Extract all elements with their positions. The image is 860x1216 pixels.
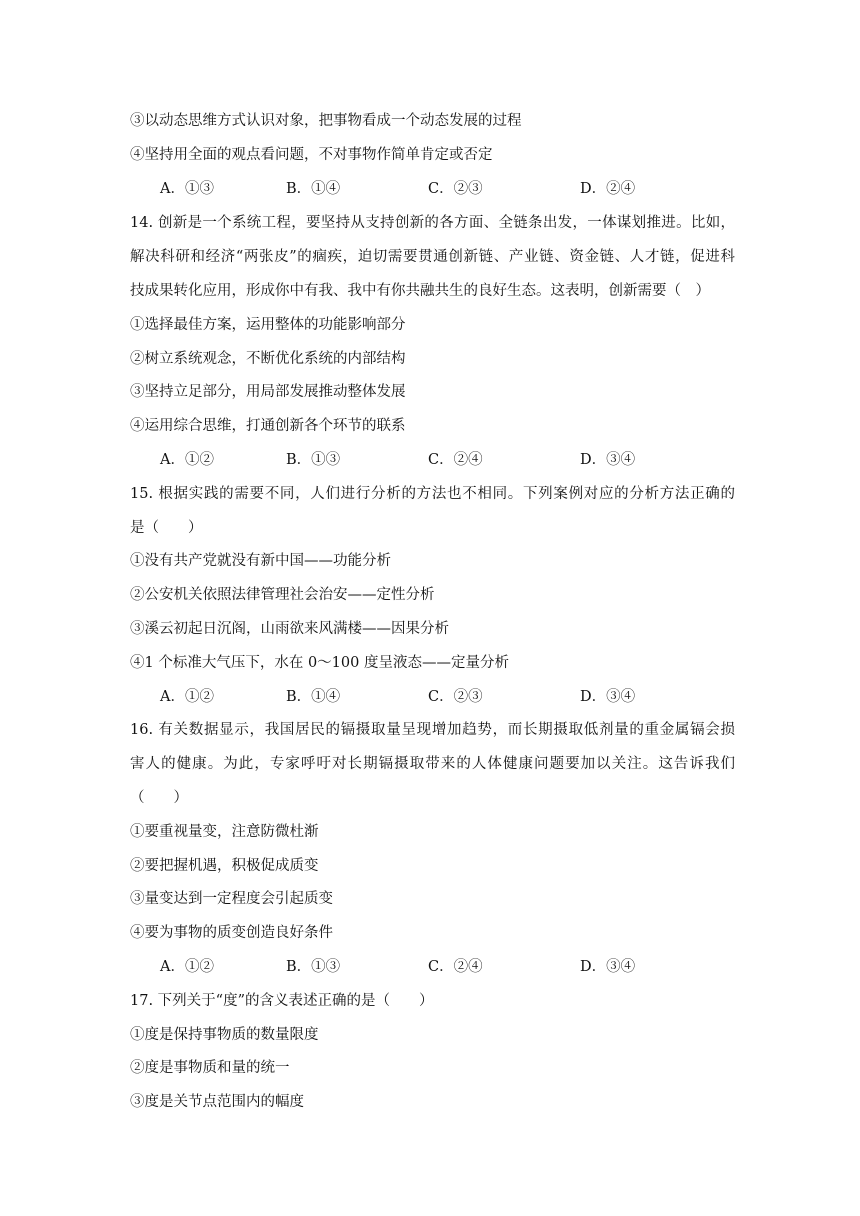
q14-option-b: B．①③ [286, 452, 341, 468]
q15-statement-4: ④1 个标准大气压下，水在 0～100 度呈液态——定量分析 [130, 655, 509, 671]
q15-stem-line-2: 是（ ） [130, 520, 203, 536]
q15-option-d: D．③④ [580, 689, 636, 705]
q14-stem-line-1: 14. 创新是一个系统工程，要坚持从支持创新的各方面、全链条出发，一体谋划推进。比如， [130, 215, 735, 231]
q17-statement-1: ①度是保持事物质的数量限度 [130, 1027, 319, 1043]
q15-stem-line-1: 15. 根据实践的需要不同，人们进行分析的方法也不相同。下列案例对应的分析方法正确的 [130, 486, 735, 502]
q14-stem-line-3: 技成果转化应用，形成你中有我、我中有你共融共生的良好生态。这表明，创新需要（ ） [130, 283, 710, 299]
q13-statement-3: ③以动态思维方式认识对象，把事物看成一个动态发展的过程 [130, 113, 522, 129]
q17-statement-2: ②度是事物质和量的统一 [130, 1060, 290, 1076]
q16-option-b: B．①③ [286, 959, 341, 975]
q15-statement-3: ③溪云初起日沉阁，山雨欲来风满楼——因果分析 [130, 621, 449, 637]
q17-statement-3: ③度是关节点范围内的幅度 [130, 1094, 304, 1110]
q16-statement-3: ③量变达到一定程度会引起质变 [130, 891, 333, 907]
q16-options [160, 957, 700, 977]
q16-stem-line-3: （ ） [130, 790, 188, 806]
q14-option-d: D．③④ [580, 452, 636, 468]
q15-option-a: A．①② [160, 689, 214, 705]
q16-option-c: C．②④ [428, 959, 483, 975]
q15-option-b: B．①④ [286, 689, 341, 705]
q13-option-a: A．①③ [160, 181, 214, 197]
q14-statement-4: ④运用综合思维，打通创新各个环节的联系 [130, 418, 406, 434]
q13-statement-4: ④坚持用全面的观点看问题，不对事物作简单肯定或否定 [130, 147, 493, 163]
q16-statement-1: ①要重视量变，注意防微杜渐 [130, 824, 319, 840]
q16-statement-4: ④要为事物的质变创造良好条件 [130, 925, 333, 941]
q15-option-c: C．②③ [428, 689, 483, 705]
q16-option-d: D．③④ [580, 959, 636, 975]
q16-stem-line-1: 16. 有关数据显示，我国居民的镉摄取量呈现增加趋势，而长期摄取低剂量的重金属镉会损 [130, 722, 735, 738]
q16-option-a: A．①② [160, 959, 214, 975]
q13-option-b: B．①④ [286, 181, 341, 197]
q14-stem-line-2: 解决科研和经济“两张皮”的痼疾，迫切需要贯通创新链、产业链、资金链、人才链，促进科 [130, 249, 735, 265]
q17-stem-line-1: 17. 下列关于“度”的含义表述正确的是（ ） [130, 993, 434, 1009]
q15-statement-2: ②公安机关依照法律管理社会治安——定性分析 [130, 587, 435, 603]
q14-statement-1: ①选择最佳方案，运用整体的功能影响部分 [130, 317, 406, 333]
q14-option-c: C．②④ [428, 452, 483, 468]
q13-option-d: D．②④ [580, 181, 636, 197]
q14-statement-2: ②树立系统观念，不断优化系统的内部结构 [130, 351, 406, 367]
q14-statement-3: ③坚持立足部分，用局部发展推动整体发展 [130, 384, 406, 400]
q15-options [160, 687, 700, 707]
q13-option-c: C．②③ [428, 181, 483, 197]
q15-statement-1: ①没有共产党就没有新中国——功能分析 [130, 553, 391, 569]
q14-option-a: A．①② [160, 452, 214, 468]
q16-stem-line-2: 害人的健康。为此，专家呼吁对长期镉摄取带来的人体健康问题要加以关注。这告诉我们 [130, 756, 735, 772]
q14-options [160, 450, 700, 470]
q16-statement-2: ②要把握机遇，积极促成质变 [130, 858, 319, 874]
q13-options [160, 179, 700, 199]
